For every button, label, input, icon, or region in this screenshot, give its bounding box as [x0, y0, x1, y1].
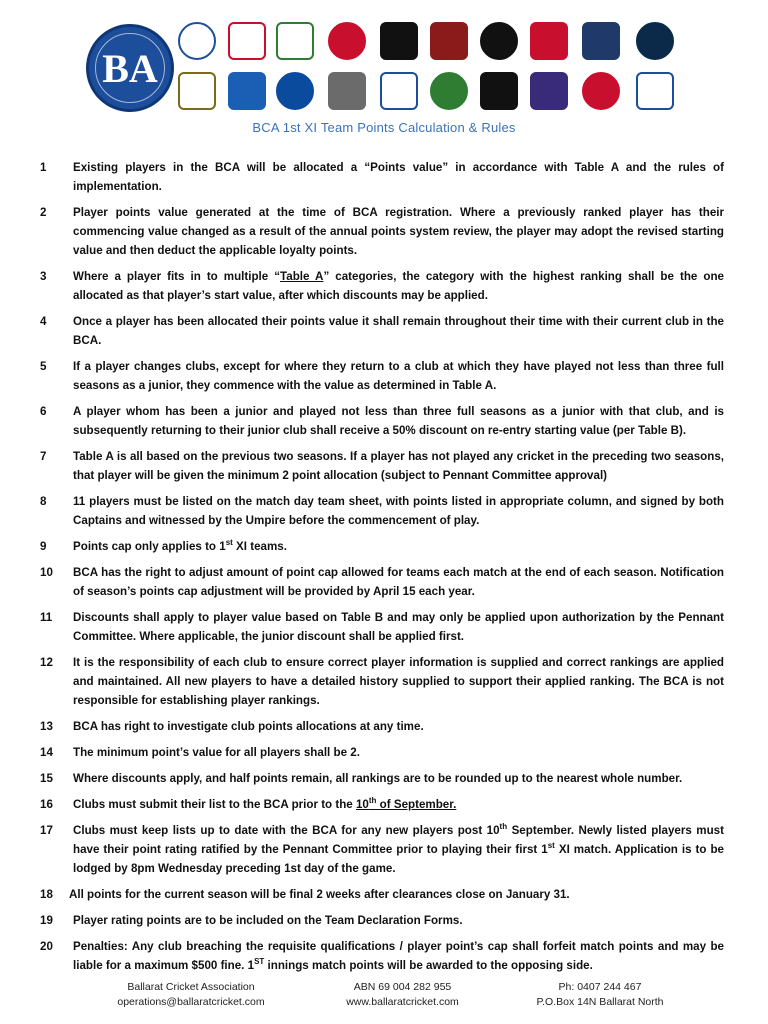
rule-text: Player rating points are to be included on the Team Declaration Forms. — [73, 914, 463, 927]
rule-text: Clubs must keep lists up to date with the BCA for any new players post 10th September. Newly listed players must have their point rating ratified by the Pennant Committee prior to playing their first 1st XI match. Application is to be lodged by 8pm Wednesday preceding 1st day of the game. — [73, 822, 724, 875]
rule-number: 10 — [40, 566, 53, 579]
club-logo-7 — [480, 22, 518, 60]
rule-text: Clubs must submit their list to the BCA prior to the 10th of September. — [73, 796, 457, 811]
footer-phone: Ph: 0407 244 467 — [558, 981, 642, 993]
rule-text: BCA has right to investigate club points allocations at any time. — [73, 720, 424, 733]
rule-item — [40, 821, 724, 878]
rule-text: All points for the current season will be final 2 weeks after clearances close on January 31. — [69, 888, 570, 901]
footer-contact-org — [96, 980, 286, 1010]
rule-item — [40, 743, 724, 762]
rule-text: A player whom has been a junior and played not less than three full seasons as a junior with that club, and is subsequently returning to their junior club shall receive a 50% discount on re-entry starting value (per Table B). — [73, 405, 724, 437]
rule-text: Points cap only applies to 1st XI teams. — [73, 538, 287, 553]
rules-list — [40, 158, 724, 982]
rule-item — [40, 795, 724, 814]
club-logo-4 — [328, 22, 366, 60]
rule-number: 19 — [40, 914, 53, 927]
rule-number: 14 — [40, 746, 53, 759]
club-logo-16 — [430, 72, 468, 110]
rule-text: 11 players must be listed on the match day team sheet, with points listed in appropriate column, and signed by both Captains and witnessed by the Umpire before the commencement of play. — [73, 495, 724, 527]
rule-item — [40, 447, 724, 485]
rule-number: 1 — [40, 161, 47, 174]
rule-number: 18 — [40, 888, 53, 901]
footer-contact-abn — [320, 980, 485, 1010]
rule-item — [40, 267, 724, 305]
rule-text: Once a player has been allocated their points value it shall remain throughout their time with their current club in the BCA. — [73, 315, 724, 347]
rule-number: 12 — [40, 656, 53, 669]
club-logo-17 — [480, 72, 518, 110]
letterhead — [0, 0, 768, 145]
rule-number: 9 — [40, 540, 47, 553]
rule-item — [40, 937, 724, 975]
rule-number: 5 — [40, 360, 47, 373]
club-logo-9 — [582, 22, 620, 60]
rule-number: 17 — [40, 824, 53, 837]
footer-abn: ABN 69 004 282 955 — [353, 981, 452, 993]
club-logo-5 — [380, 22, 418, 60]
rule-item — [40, 717, 724, 736]
club-logo-6 — [430, 22, 468, 60]
deadline-date: 10th of September. — [355, 796, 457, 811]
rule-item — [40, 608, 724, 646]
rule-text: The minimum point’s value for all players shall be 2. — [73, 746, 360, 759]
rule-item — [40, 653, 724, 710]
rule-number: 8 — [40, 495, 47, 508]
rule-number: 16 — [40, 798, 53, 811]
footer-email: operations@ballaratcricket.com — [117, 996, 265, 1008]
rule-item — [40, 158, 724, 196]
rule-text: Existing players in the BCA will be allocated a “Points value” in accordance with Table A and the rules of implementation. — [73, 161, 724, 193]
club-logo-19 — [582, 72, 620, 110]
footer-contact-phone — [510, 980, 690, 1010]
rule-item — [40, 312, 724, 350]
rule-number: 2 — [40, 206, 47, 219]
rule-number: 15 — [40, 772, 53, 785]
rule-text: Penalties: Any club breaching the requisite qualifications / player point’s cap shall forfeit match points and may be liable for a maximum $500 fine. 1ST innings match points will be awarded to the opposing side. — [73, 940, 724, 972]
rule-text: Player points value generated at the time of BCA registration. Where a previously ranked player has their commencing value changed as a result of the annual points system review, the player may adopt the revised starting value and then deduct the applicable loyalty points. — [73, 206, 724, 257]
rule-text: Discounts shall apply to player value based on Table B and may only be applied upon authorization by the Pennant Committee. Where applicable, the junior discount shall be applied first. — [73, 611, 724, 643]
rule-text: If a player changes clubs, except for where they return to a club at which they have played not less than three full seasons as a junior, they commence with the value as determined in Table A. — [73, 360, 724, 392]
rule-number: 20 — [40, 940, 53, 953]
rule-item — [40, 203, 724, 260]
rule-number: 3 — [40, 270, 47, 283]
club-logo-2 — [228, 22, 266, 60]
rule-number: 4 — [40, 315, 47, 328]
footer-po-box: P.O.Box 14N Ballarat North — [536, 996, 664, 1008]
rule-text: BCA has the right to adjust amount of point cap allowed for teams each match at the end of each season. Notification of season’s points cap adjustment will be provided by April 15 each year. — [73, 566, 724, 598]
club-logo-14 — [328, 72, 366, 110]
rule-text: Table A is all based on the previous two seasons. If a player has not played any cricket in the preceding two seasons, that player will be given the minimum 2 point allocation (subject to Pennant Committee approval) — [73, 450, 724, 482]
rule-text: Where a player fits in to multiple “Table A” categories, the category with the highest ranking shall be the one allocated as that player’s start value, after which discounts may be applied. — [73, 270, 724, 302]
rule-item — [40, 563, 724, 601]
rule-item — [40, 357, 724, 395]
rule-item — [40, 537, 724, 556]
footer-org-name: Ballarat Cricket Association — [127, 981, 255, 993]
club-logo-12 — [228, 72, 266, 110]
bca-association-logo: BA — [86, 24, 174, 112]
table-a-link[interactable]: Table A — [280, 270, 324, 283]
rule-item — [40, 911, 724, 930]
club-logo-13 — [276, 72, 314, 110]
document-title: BCA 1st XI Team Points Calculation & Rules — [252, 120, 516, 135]
rule-number: 7 — [40, 450, 47, 463]
rule-item — [40, 492, 724, 530]
rule-text: Where discounts apply, and half points remain, all rankings are to be rounded up to the nearest whole number. — [73, 772, 683, 785]
club-logo-15 — [380, 72, 418, 110]
rule-number: 6 — [40, 405, 47, 418]
club-logo-3 — [276, 22, 314, 60]
rule-item — [40, 769, 724, 788]
rule-number: 13 — [40, 720, 53, 733]
club-logo-8 — [530, 22, 568, 60]
rule-number: 11 — [40, 611, 53, 624]
club-logo-1 — [178, 22, 216, 60]
rule-text: It is the responsibility of each club to ensure correct player information is supplied and correct rankings are applied and maintained. All new players to have a detailed history supplied to support their applied ranking. The BCA is not responsible for establishing player rankings. — [73, 656, 724, 707]
club-logo-18 — [530, 72, 568, 110]
footer-website: www.ballaratcricket.com — [346, 996, 459, 1008]
club-logo-11 — [178, 72, 216, 110]
club-logo-10 — [636, 22, 674, 60]
rule-item — [40, 885, 724, 904]
rule-item — [40, 402, 724, 440]
club-logo-20 — [636, 72, 674, 110]
